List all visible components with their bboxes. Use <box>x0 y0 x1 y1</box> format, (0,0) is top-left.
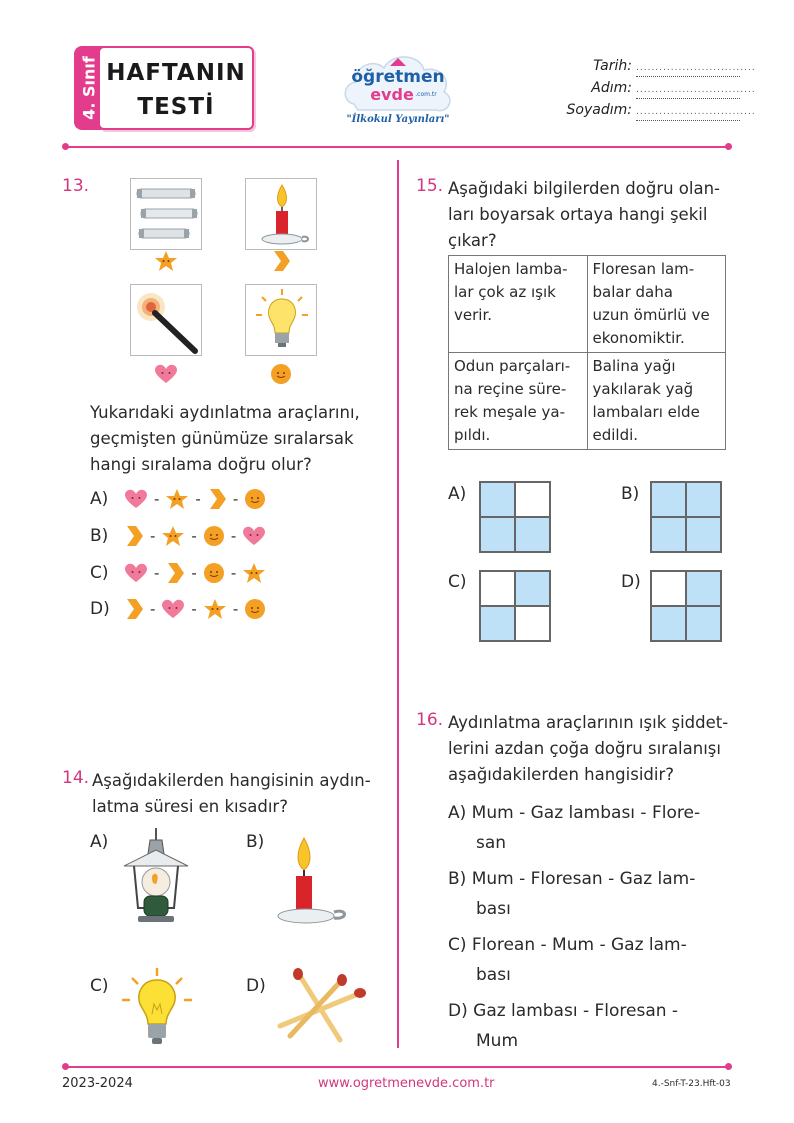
candle-icon[interactable] <box>272 836 350 928</box>
cell-text: Balina yağı yakılarak yağ lambaları elde edildi. <box>592 357 700 444</box>
q15-option-a-label[interactable]: A) <box>448 484 467 504</box>
footer-website[interactable]: www.ogretmenevde.com.tr <box>318 1076 495 1091</box>
light-bulb-icon <box>246 285 318 357</box>
option-label: C) <box>90 563 109 583</box>
chevron-symbol-icon <box>124 598 144 620</box>
table-cell <box>587 353 726 450</box>
option-text-cont: bası <box>476 899 511 919</box>
option-label: A) <box>90 489 109 509</box>
q14-option-b-label[interactable]: B) <box>246 832 265 852</box>
matches-icon[interactable] <box>270 966 366 1046</box>
logo-line-1: öğretmen <box>351 67 445 87</box>
date-field[interactable]: ............................... <box>636 63 740 77</box>
q16-option-a[interactable] <box>448 798 700 858</box>
footer-rule <box>66 1066 728 1068</box>
heart-symbol-icon <box>124 489 148 509</box>
separator-dash: - <box>191 527 197 545</box>
q15-option-d-label[interactable]: D) <box>621 572 641 592</box>
name-field[interactable]: ............................... <box>636 85 740 99</box>
q16-number: 16. <box>416 710 444 730</box>
q13-star-marker <box>154 250 178 276</box>
q13-text-line: geçmişten günümüze sıralarsak <box>90 429 354 448</box>
table-row <box>449 353 726 450</box>
logo-line-2: evde <box>370 85 414 104</box>
q14-text <box>92 768 371 820</box>
star-symbol-icon <box>242 562 266 584</box>
q15-option-a-grid[interactable] <box>479 481 551 553</box>
grid-cell-empty <box>651 571 686 606</box>
option-text-cont: san <box>476 833 507 853</box>
table-cell <box>449 256 588 353</box>
grid-cell-shaded <box>480 606 515 641</box>
q15-option-c-label[interactable]: C) <box>448 572 467 592</box>
option-label: A) <box>448 803 467 823</box>
option-label: B) <box>448 869 467 889</box>
option-label: C) <box>448 935 467 955</box>
q13-image-bulb <box>245 284 317 356</box>
q16-text-line: Aydınlatma araçlarının ışık şiddet- <box>448 713 729 732</box>
grid-cell-shaded <box>480 517 515 552</box>
q13-image-candle <box>245 178 317 250</box>
grid-cell-shaded <box>651 482 686 517</box>
logo-domain: .com.tr <box>415 91 437 98</box>
q15-option-c-grid[interactable] <box>479 570 551 642</box>
title-line-2: TESTİ <box>137 94 215 120</box>
q15-text <box>448 176 720 254</box>
grid-cell-empty <box>515 482 550 517</box>
heart-symbol-icon <box>124 563 148 583</box>
star-symbol-icon <box>165 488 189 510</box>
circle-symbol-icon <box>203 525 225 547</box>
q15-number: 15. <box>416 176 444 196</box>
q16-option-b[interactable] <box>448 864 695 924</box>
cell-text: Floresan lam- balar daha uzun ömürlü ve ekonomiktir. <box>592 260 710 347</box>
q16-option-c[interactable] <box>448 930 687 990</box>
separator-dash: - <box>232 600 239 618</box>
option-text: Florean - Mum - Gaz lam- <box>471 935 687 955</box>
grid-cell-shaded <box>686 517 721 552</box>
separator-dash: - <box>195 490 201 508</box>
q13-option-a[interactable] <box>90 486 266 512</box>
surname-field[interactable]: ............................... <box>636 107 740 121</box>
test-title <box>98 46 254 130</box>
star-symbol-icon <box>203 598 227 620</box>
circle-symbol-icon <box>244 598 266 620</box>
option-label: B) <box>90 526 109 546</box>
grid-cell-empty <box>480 571 515 606</box>
gas-lamp-icon[interactable] <box>118 826 194 926</box>
grid-cell-shaded <box>651 606 686 641</box>
grid-cell-empty <box>515 606 550 641</box>
q14-option-a-label[interactable]: A) <box>90 832 109 852</box>
light-bulb-icon[interactable] <box>118 966 196 1048</box>
q13-text-line: hangi sıralama doğru olur? <box>90 455 312 474</box>
grid-cell-shaded <box>651 517 686 552</box>
q13-text-line: Yukarıdaki aydınlatma araçlarını, <box>90 403 360 422</box>
heart-symbol-icon <box>161 599 185 619</box>
q13-number: 13. <box>62 176 90 196</box>
grid-cell-shaded <box>515 571 550 606</box>
option-text: Gaz lambası - Floresan - <box>473 1001 679 1021</box>
q16-text-line: lerini azdan çoğa doğru sıralanışı <box>448 739 721 758</box>
q16-option-d[interactable] <box>448 996 678 1056</box>
grid-cell-shaded <box>515 517 550 552</box>
student-info <box>540 58 756 124</box>
rule-dot <box>725 143 732 150</box>
separator-dash: - <box>230 527 237 545</box>
q15-text-line: çıkar? <box>448 231 497 250</box>
column-divider <box>397 160 399 1048</box>
q13-option-b[interactable] <box>90 523 266 549</box>
separator-dash: - <box>191 564 197 582</box>
q15-option-b-label[interactable]: B) <box>621 484 640 504</box>
logo-subtitle: "İlkokul Yayınları" <box>346 114 450 125</box>
q15-option-b-grid[interactable] <box>650 481 722 553</box>
q13-chevron-marker <box>271 250 291 276</box>
option-text: Mum - Gaz lambası - Flore- <box>471 803 701 823</box>
header-rule <box>66 146 728 148</box>
separator-dash: - <box>191 600 197 618</box>
separator-dash: - <box>232 490 239 508</box>
circle-symbol-icon <box>244 488 266 510</box>
grid-cell-shaded <box>686 571 721 606</box>
cell-text: Odun parçaları- na reçine süre- rek meşale ya- pıldı. <box>454 357 571 444</box>
separator-dash: - <box>150 600 156 618</box>
table-cell <box>449 353 588 450</box>
rule-dot <box>725 1063 732 1070</box>
q13-image-fluorescent <box>130 178 202 250</box>
footer-year: 2023-2024 <box>62 1076 133 1091</box>
grid-cell-shaded <box>686 606 721 641</box>
q13-heart-marker <box>154 364 178 388</box>
option-label: D) <box>448 1001 468 1021</box>
q14-text-line: latma süresi en kısadır? <box>92 797 288 816</box>
separator-dash: - <box>154 564 160 582</box>
option-label: D) <box>90 599 110 619</box>
q13-text <box>90 400 360 478</box>
name-label: Adım: <box>591 80 632 96</box>
surname-label: Soyadım: <box>566 102 632 118</box>
option-text: Mum - Floresan - Gaz lam- <box>471 869 696 889</box>
q16-text-line: aşağıdakilerden hangisidir? <box>448 765 675 784</box>
date-label: Tarih: <box>593 58 632 74</box>
grid-cell-shaded <box>480 482 515 517</box>
candle-icon <box>246 179 318 251</box>
q14-number: 14. <box>62 768 90 788</box>
heart-symbol-icon <box>242 526 266 546</box>
separator-dash: - <box>230 564 237 582</box>
q13-circle-marker <box>270 363 292 389</box>
grade-label: 4. Sınıf <box>79 56 99 120</box>
grid-cell-shaded <box>686 482 721 517</box>
table-cell <box>587 256 726 353</box>
q16-text <box>448 710 728 788</box>
table-row <box>449 256 726 353</box>
fluorescent-tubes-icon <box>131 179 203 251</box>
q13-option-c[interactable] <box>90 560 266 586</box>
q13-image-torch <box>130 284 202 356</box>
circle-symbol-icon <box>203 562 225 584</box>
separator-dash: - <box>150 527 156 545</box>
q15-option-d-grid[interactable] <box>650 570 722 642</box>
option-text-cont: Mum <box>476 1031 519 1051</box>
option-text-cont: bası <box>476 965 511 985</box>
separator-dash: - <box>154 490 160 508</box>
title-line-1: HAFTANIN <box>106 60 246 86</box>
torch-icon <box>131 285 203 357</box>
q15-info-table <box>448 255 726 450</box>
q13-option-d[interactable] <box>90 596 266 622</box>
q14-option-c-label[interactable]: C) <box>90 976 109 996</box>
q15-text-line: ları boyarsak ortaya hangi şekil <box>448 205 708 224</box>
q14-text-line: Aşağıdakilerden hangisinin aydın- <box>92 771 371 790</box>
q15-text-line: Aşağıdaki bilgilerden doğru olan- <box>448 179 721 198</box>
ogretmen-evde-logo <box>340 44 456 132</box>
cell-text: Halojen lamba- lar çok az ışık verir. <box>454 260 568 324</box>
q14-option-d-label[interactable]: D) <box>246 976 266 996</box>
star-symbol-icon <box>161 525 185 547</box>
chevron-symbol-icon <box>165 562 185 584</box>
chevron-symbol-icon <box>207 488 227 510</box>
chevron-symbol-icon <box>124 525 144 547</box>
footer-code: 4.-Snf-T-23.Hft-03 <box>652 1079 731 1089</box>
